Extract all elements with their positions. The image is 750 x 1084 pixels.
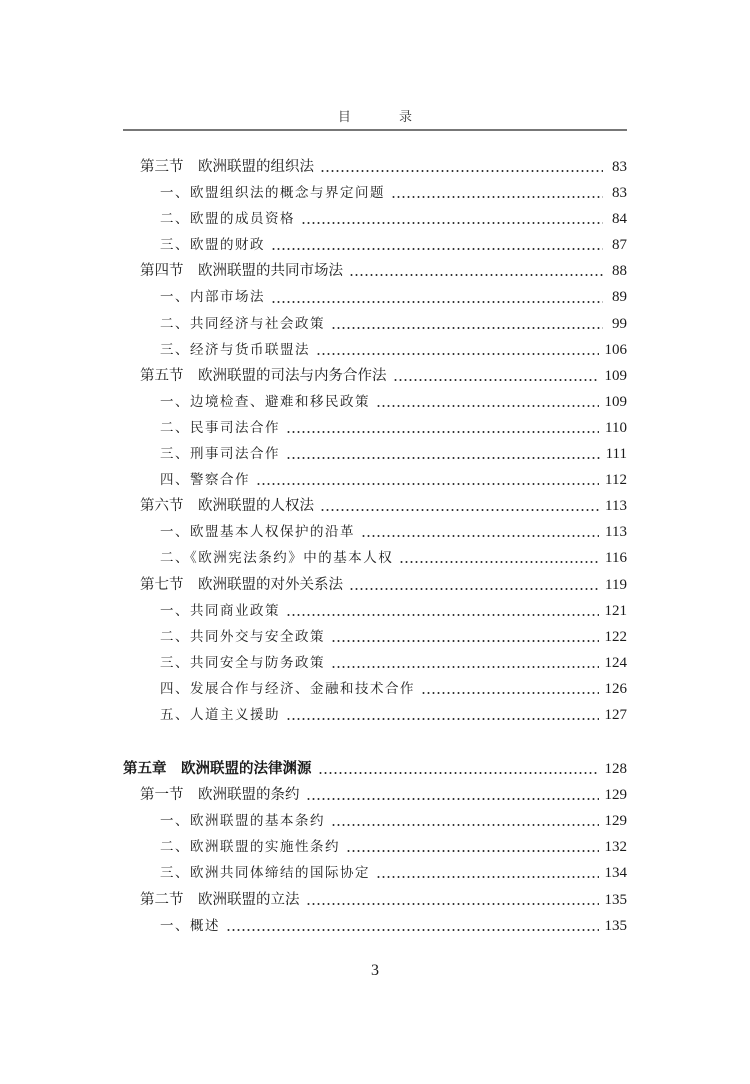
toc-entry-title: 一、内部市场法 (160, 289, 265, 306)
dot-leader (349, 271, 603, 279)
dot-leader (331, 324, 603, 332)
toc-subsection-entry[interactable] (123, 180, 627, 206)
toc-entry-title: 五、人道主义援助 (160, 706, 280, 723)
toc-entry-title: 二、民事司法合作 (160, 419, 280, 436)
toc-entry-page: 88 (612, 263, 627, 280)
toc-entry-page: 110 (605, 419, 627, 436)
dot-leader (399, 558, 599, 566)
toc-entry-title: 四、警察合作 (160, 472, 250, 489)
toc-entry-page: 124 (604, 654, 627, 671)
dot-leader (286, 611, 599, 619)
toc-entry-title: 三、欧盟的财政 (160, 237, 265, 254)
dot-leader (271, 245, 603, 253)
toc-entry-page: 134 (604, 865, 627, 882)
dot-leader (286, 715, 599, 723)
toc-subsection-entry[interactable] (123, 913, 627, 939)
toc-entry-page: 119 (605, 576, 627, 593)
dot-leader (331, 821, 599, 829)
toc-section-entry[interactable] (123, 363, 627, 389)
dot-leader (316, 350, 599, 358)
toc-subsection-entry[interactable] (123, 467, 627, 493)
toc-entry-title: 三、刑事司法合作 (160, 446, 280, 463)
toc-entry-title: 一、边境检查、避难和移民政策 (160, 393, 370, 410)
toc-subsection-entry[interactable] (123, 808, 627, 834)
toc-subsection-entry[interactable] (123, 650, 627, 676)
dot-leader (286, 454, 600, 462)
dot-leader (320, 506, 599, 514)
toc-section-entry[interactable] (123, 493, 627, 519)
toc-subsection-entry[interactable] (123, 284, 627, 310)
dot-leader (306, 795, 599, 803)
toc-subsection-entry[interactable] (123, 545, 627, 571)
dot-leader (301, 219, 603, 227)
toc-entry-page: 109 (604, 393, 627, 410)
dot-leader (331, 663, 599, 671)
toc-subsection-entry[interactable] (123, 206, 627, 232)
toc-entry-title: 一、概述 (160, 917, 220, 934)
dot-leader (376, 873, 599, 881)
dot-leader (320, 167, 603, 175)
toc-entry-title: 二、共同经济与社会政策 (160, 315, 325, 332)
dot-leader (391, 193, 603, 201)
toc-subsection-entry[interactable] (123, 702, 627, 728)
toc-entry-title: 二、欧洲联盟的实施性条约 (160, 839, 340, 856)
dot-leader (376, 402, 599, 410)
toc-entry-page: 89 (612, 289, 627, 306)
toc-entry-page: 83 (612, 159, 627, 175)
dot-leader (318, 769, 599, 777)
toc-section-entry[interactable] (123, 572, 627, 598)
toc-entry-title: 第五章 欧洲联盟的法律渊源 (123, 761, 312, 778)
toc-subsection-entry[interactable] (123, 676, 627, 702)
toc-entry-title: 三、共同安全与防务政策 (160, 654, 325, 671)
dot-leader (421, 689, 599, 697)
toc-subsection-entry[interactable] (123, 624, 627, 650)
dot-leader (331, 637, 599, 645)
toc-section-entry[interactable] (123, 887, 627, 913)
toc-entry-title: 第五节 欧洲联盟的司法与内务合作法 (140, 367, 387, 384)
toc-subsection-entry[interactable] (123, 834, 627, 860)
dot-leader (306, 900, 599, 908)
toc-entry-title: 三、经济与货币联盟法 (160, 341, 310, 358)
dot-leader (271, 298, 603, 306)
toc-subsection-entry[interactable] (123, 598, 627, 624)
toc-subsection-entry[interactable] (123, 415, 627, 441)
toc-entry-title: 第七节 欧洲联盟的对外关系法 (140, 576, 343, 593)
toc-entry-title: 第三节 欧洲联盟的组织法 (140, 159, 314, 175)
toc-entry-page: 83 (612, 185, 627, 202)
toc-entry-title: 第六节 欧洲联盟的人权法 (140, 498, 314, 515)
table-of-contents (123, 154, 627, 939)
toc-entry-page: 129 (604, 787, 627, 804)
toc-subsection-entry[interactable] (123, 232, 627, 258)
toc-subsection-entry[interactable] (123, 860, 627, 886)
toc-entry-page: 113 (605, 498, 627, 515)
toc-entry-page: 84 (612, 211, 627, 228)
toc-entry-title: 第二节 欧洲联盟的立法 (140, 891, 300, 908)
toc-entry-page: 111 (605, 446, 627, 463)
toc-entry-page: 128 (604, 761, 627, 778)
toc-section-entry[interactable] (123, 154, 627, 180)
toc-entry-page: 129 (604, 813, 627, 830)
toc-entry-title: 二、欧盟的成员资格 (160, 211, 295, 228)
dot-leader (226, 926, 599, 934)
toc-entry-page: 132 (604, 839, 627, 856)
toc-subsection-entry[interactable] (123, 337, 627, 363)
toc-subsection-entry[interactable] (123, 311, 627, 337)
toc-entry-title: 一、欧盟基本人权保护的沿革 (160, 524, 355, 541)
dot-leader (346, 847, 599, 855)
toc-section-entry[interactable] (123, 258, 627, 284)
toc-entry-title: 一、欧盟组织法的概念与界定问题 (160, 185, 385, 202)
dot-leader (286, 428, 599, 436)
toc-entry-page: 121 (604, 602, 627, 619)
toc-entry-title: 二、《欧洲宪法条约》中的基本人权 (160, 550, 394, 567)
toc-entry-page: 116 (605, 550, 627, 567)
toc-entry-page: 135 (604, 917, 627, 934)
toc-entry-title: 三、欧洲共同体缔结的国际协定 (160, 865, 370, 882)
toc-subsection-entry[interactable] (123, 441, 627, 467)
toc-entry-page: 127 (604, 706, 627, 723)
dot-leader (349, 585, 599, 593)
toc-entry-page: 99 (612, 315, 627, 332)
toc-entry-page: 135 (604, 891, 627, 908)
toc-entry-page: 112 (605, 472, 627, 489)
toc-chapter-entry[interactable] (123, 756, 627, 782)
toc-entry-page: 113 (605, 524, 627, 541)
toc-entry-title: 一、欧洲联盟的基本条约 (160, 813, 325, 830)
toc-section-entry[interactable] (123, 782, 627, 808)
toc-entry-title: 一、共同商业政策 (160, 602, 280, 619)
dot-leader (361, 532, 599, 540)
dot-leader (393, 376, 599, 384)
toc-subsection-entry[interactable] (123, 389, 627, 415)
toc-entry-page: 106 (604, 341, 627, 358)
toc-entry-title: 二、共同外交与安全政策 (160, 628, 325, 645)
toc-entry-title: 四、发展合作与经济、金融和技术合作 (160, 680, 415, 697)
toc-entry-title: 第一节 欧洲联盟的条约 (140, 787, 300, 804)
toc-entry-page: 109 (604, 367, 627, 384)
toc-entry-title: 第四节 欧洲联盟的共同市场法 (140, 263, 343, 280)
page-number: 3 (371, 962, 379, 979)
toc-entry-page: 126 (604, 680, 627, 697)
dot-leader (256, 480, 599, 488)
toc-entry-page: 87 (612, 237, 627, 254)
toc-entry-page: 122 (604, 628, 627, 645)
header-rule (123, 129, 627, 131)
toc-subsection-entry[interactable] (123, 519, 627, 545)
running-head-title: 目 录 (337, 110, 435, 125)
